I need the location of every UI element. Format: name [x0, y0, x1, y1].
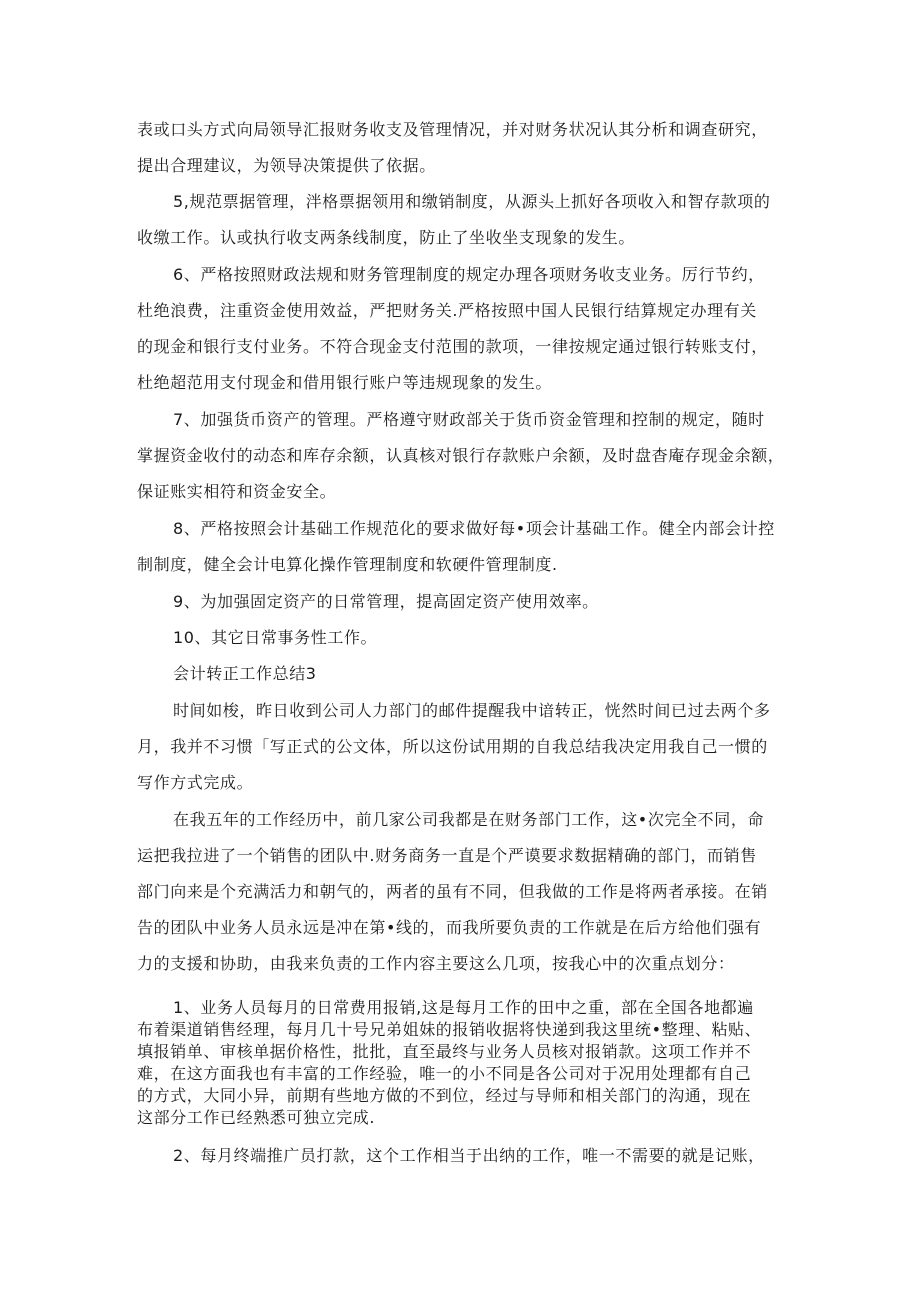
text-line: 填报销单、审核单据价格性，批批，直至最终与业务人员核对报销款。这项工作并不 — [137, 1042, 752, 1061]
text-line: 布着渠道销售经理，每月几十号兄弟姐妹的报销收据将快递到我这里统•整理、粘贴、 — [137, 1020, 762, 1039]
text-line: 时间如梭，昨日收到公司人力部门的邮件提醒我中谙转正，恍然时间已过去两个多 — [173, 701, 771, 720]
text-line: 10、其它日常事务性工作。 — [173, 628, 378, 647]
paragraph-item-5 — [137, 184, 787, 256]
text-line: 力的支援和协助，由我来负责的工作内容主要这么几项，按我心中的次重点划分： — [137, 954, 735, 973]
text-line: 8、严格按照会计基础工作规范化的要求做好每•项会计基础工作。健全内部会计控 — [173, 519, 775, 538]
paragraph-duty-1 — [137, 997, 787, 1129]
text-line: 保证账实相符和资金安全。 — [137, 482, 337, 501]
text-line: 收缴工作。认或执行收支两条线制度，防止了坐收坐支现象的发生。 — [137, 228, 636, 247]
text-line: 表或口头方式向局领导汇报财务收支及管理情况，并对财务状况认其分析和调查研究， — [137, 120, 768, 139]
text-line: 告的团队中业务人员永远是冲在第•线的，而我所要负责的工作就是在后方给他们强有 — [137, 918, 762, 937]
paragraph-item-8 — [137, 511, 787, 583]
text-line: 写作方式完成。 — [137, 773, 254, 792]
paragraph-opening — [137, 693, 787, 801]
text-line: 运把我拉进了一个销售的团队中.财务商务一直是个严谟要求数据精确的部门，而销售 — [137, 846, 757, 865]
text-line: 1、业务人员每月的日常费用报销,这是每月工作的田中之重，部在全国各地都遍 — [173, 998, 754, 1017]
paragraph-item-7 — [137, 402, 787, 510]
section-heading: 会计转正工作总结3 — [173, 664, 317, 683]
text-line: 的方式，大同小异，前期有些地方做的不到位，经过与导师和相关部门的沟通，现在 — [137, 1086, 752, 1105]
text-line: 2、每月终端推广员打款，这个工作相当于出纳的工作，唯一不需要的就是记账， — [173, 1146, 765, 1165]
text-line: 制制度，健全会计电算化操作管理制度和软硬件管理制度. — [137, 555, 558, 574]
text-line: 提出合理建议，为领导决策提供了依据。 — [137, 156, 436, 175]
text-line: 5,规范票据管理，泮格票据领用和缴销制度，从源头上抓好各项收入和智存款项的 — [173, 192, 771, 211]
text-line: 9、为加强固定资产的日常管理，提高固定资产使用效率。 — [173, 592, 599, 611]
paragraph-duty-2 — [137, 1138, 787, 1174]
text-line: 7、加强货币资产的管理。严格遵守财政部关于货币资金管理和控制的规定，随时 — [173, 410, 765, 429]
text-line: 这部分工作已经熟悉可独立完成. — [137, 1108, 376, 1127]
text-line: 杜绝浪费，注重资金使用效益，严把财务关.严格按照中国人民银行结算规定办理有关 — [137, 301, 757, 320]
paragraph-experience — [137, 802, 787, 982]
paragraph-item-6 — [137, 257, 787, 401]
text-line: 6、严格按照财政法规和财务管理制度的规定办理各项财务收支业务。厉行节约， — [173, 265, 765, 284]
text-line: 在我五年的工作经历中，前几家公司我都是在财务部门工作，这•次完全不同，命 — [173, 810, 765, 829]
text-line: 杜绝超范用支付现金和借用银行账户等违规现象的发生。 — [137, 373, 553, 392]
text-line: 部门向来是个充满活力和朝气的，两者的虽有不同，但我做的工作是将两者承接。在销 — [137, 882, 768, 901]
paragraph-item-9 — [137, 584, 787, 620]
paragraph-intro — [137, 112, 787, 184]
text-line: 月，我并不习惯「写正式的公文体，所以这份试用期的自我总结我决定用我自己一惯的 — [137, 737, 768, 756]
paragraph-item-10 — [137, 620, 787, 656]
text-line: 掌握资金收付的动态和库存余额，认真核对银行存款账户余额，及时盘杳庵存现金余额， — [137, 446, 785, 465]
text-line: 难，在这方面我也有丰富的工作经验，唯一的小不同是各公司对于况用处理都有自己 — [137, 1064, 752, 1083]
text-line: 的现金和银行支付业务。不符合现金支付范围的款项，一律按规定通过银行转账支付， — [137, 337, 768, 356]
